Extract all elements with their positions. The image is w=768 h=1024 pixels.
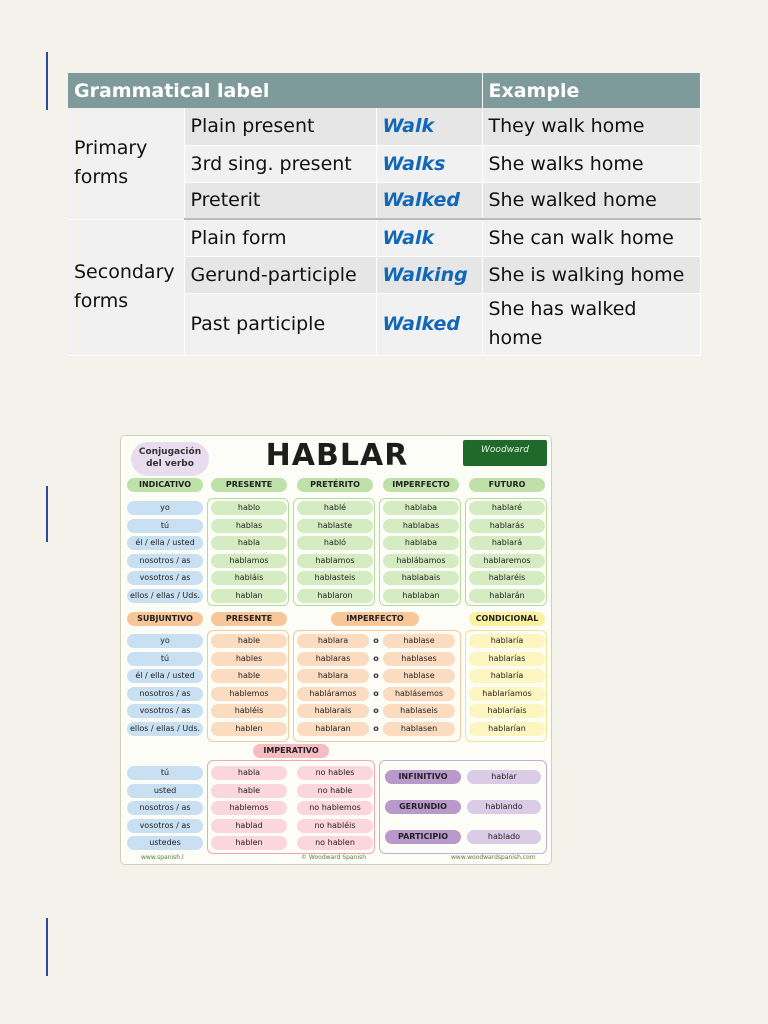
header-imperativo: IMPERATIVO [253,744,329,758]
header-grammatical-label: Grammatical label [68,73,482,108]
subjuntivo-imperfecto-se-cell: hablase [383,669,455,683]
indicativo-pronouns-cell: ellos / ellas / Uds. [127,589,203,603]
indicativo-futuro-cell: hablaréis [469,571,545,585]
subjuntivo-presente-cell: hablemos [211,687,287,701]
subjuntivo-imperfecto-ra-cell: hablara [297,669,369,683]
indicativo-presente-cell: habláis [211,571,287,585]
example-sentence: She can walk home [482,219,700,256]
condicional-cell: hablarían [469,722,545,736]
example-word: Walk [376,108,482,145]
subjuntivo-imperfecto-se-cell: hablásemos [383,687,455,701]
header-example: Example [482,73,700,108]
margin-bar-top [46,52,48,110]
indicativo-presente-cell: hablamos [211,554,287,568]
subjuntivo-presente-cell: habléis [211,704,287,718]
example-sentence: She walked home [482,182,700,219]
indicativo-pronouns-cell: él / ella / usted [127,536,203,550]
imperativo-affirmative-cell: hablad [211,819,287,833]
conjugation-poster [120,435,552,865]
indicativo-preterito-cell: hablé [297,501,373,515]
indicativo-presente-cell: habla [211,536,287,550]
imperativo-affirmative-cell: hable [211,784,287,798]
condicional-cell: hablarías [469,652,545,666]
form-value-infinitivo: hablar [467,770,541,784]
subjuntivo-imperfecto-ra-cell: hablarais [297,704,369,718]
o-separator: o [373,706,379,715]
example-word: Walking [376,256,482,293]
header-condicional: CONDICIONAL [469,612,545,626]
condicional-cell: hablaría [469,669,545,683]
form-label-gerundio: GERUNDIO [385,800,461,814]
example-sentence: She is walking home [482,256,700,293]
table-row [68,219,700,256]
group-primary-forms: Primary forms [68,108,184,219]
imperativo-pronoun-cell: ustedes [127,836,203,850]
imperativo-pronoun-cell: usted [127,784,203,798]
indicativo-preterito-cell: hablaste [297,519,373,533]
header-subjuntivo: SUBJUNTIVO [127,612,203,626]
subjuntivo-presente-cell: hables [211,652,287,666]
indicativo-pronouns-cell: tú [127,519,203,533]
imperativo-pronoun-cell: nosotros / as [127,801,203,815]
imperativo-affirmative-cell: hablemos [211,801,287,815]
subjuntivo-presente-cell: hable [211,669,287,683]
example-sentence: She walks home [482,145,700,182]
imperativo-affirmative-cell: hablen [211,836,287,850]
indicativo-pronouns-cell: vosotros / as [127,571,203,585]
form-value-gerundio: hablando [467,800,541,814]
table-row [68,108,700,145]
header-presente: PRESENTE [211,478,287,492]
poster-title: HABLAR [265,438,409,473]
form-label-infinitivo: INFINITIVO [385,770,461,784]
example-word: Walked [376,293,482,355]
indicativo-imperfecto-cell: hablabas [383,519,459,533]
subjuntivo-imperfecto-ra-cell: habláramos [297,687,369,701]
indicativo-pronouns-cell: yo [127,501,203,515]
o-separator: o [373,653,379,663]
subjuntivo-pronoun-cell: yo [127,634,203,648]
subjuntivo-imperfecto-se-cell: hablase [383,634,455,648]
indicativo-pronouns-cell: nosotros / as [127,554,203,568]
indicativo-imperfecto-cell: hablabais [383,571,459,585]
indicativo-presente-cell: hablan [211,589,287,603]
imperativo-negative-cell: no habléis [297,819,373,833]
indicativo-futuro-cell: hablaremos [469,554,545,568]
subjuntivo-imperfecto-ra-cell: hablaras [297,652,369,666]
header-futuro: FUTURO [469,478,545,492]
header-imperfecto: IMPERFECTO [383,478,459,492]
form-label: Past participle [184,293,376,355]
imperativo-negative-cell: no hablen [297,836,373,850]
subjuntivo-imperfecto-ra-cell: hablara [297,634,369,648]
imperativo-pronoun-cell: tú [127,766,203,780]
indicativo-futuro-cell: hablarán [469,589,545,603]
subjuntivo-pronoun-cell: ellos / ellas / Uds. [127,722,203,736]
example-word: Walk [376,219,482,256]
header-subj-imperfecto: IMPERFECTO [331,612,419,626]
subjuntivo-presente-cell: hable [211,634,287,648]
header-preterito: PRETÉRITO [297,478,373,492]
example-sentence: She has walked home [482,293,700,355]
subjuntivo-presente-cell: hablen [211,722,287,736]
imperativo-affirmative-cell: habla [211,766,287,780]
footer-center: © Woodward Spanish [301,854,366,861]
example-word: Walked [376,182,482,219]
margin-bar-middle [46,486,48,542]
subjuntivo-pronoun-cell: vosotros / as [127,704,203,718]
o-separator: o [373,723,379,733]
subjuntivo-imperfecto-se-cell: hablaseis [383,704,455,718]
grammar-table [68,73,701,356]
group-secondary-forms: Secondary forms [68,219,184,355]
form-value-participio: hablado [467,830,541,844]
subjuntivo-pronoun-cell: tú [127,652,203,666]
example-word: Walks [376,145,482,182]
indicativo-imperfecto-cell: hablábamos [383,554,459,568]
o-separator: o [373,636,379,645]
indicativo-presente-cell: hablo [211,501,287,515]
example-sentence: They walk home [482,108,700,145]
grammar-table-header [68,73,700,108]
condicional-cell: hablaríamos [469,687,545,701]
subjuntivo-pronoun-cell: nosotros / as [127,687,203,701]
o-separator: o [373,688,379,698]
imperativo-negative-cell: no hablemos [297,801,373,815]
subjuntivo-pronoun-cell: él / ella / usted [127,669,203,683]
imperativo-negative-cell: no hable [297,784,373,798]
indicativo-preterito-cell: hablaron [297,589,373,603]
indicativo-futuro-cell: hablarás [469,519,545,533]
condicional-cell: hablaríais [469,704,545,718]
poster-badge: Conjugación del verbo [131,442,209,476]
indicativo-preterito-cell: habló [297,536,373,550]
header-subj-presente: PRESENTE [211,612,287,626]
indicativo-futuro-cell: hablará [469,536,545,550]
subjuntivo-imperfecto-ra-cell: hablaran [297,722,369,736]
header-indicativo: INDICATIVO [127,478,203,492]
indicativo-imperfecto-cell: hablaban [383,589,459,603]
form-label: Preterit [184,182,376,219]
indicativo-presente-cell: hablas [211,519,287,533]
subjuntivo-imperfecto-se-cell: hablases [383,652,455,666]
indicativo-futuro-cell: hablaré [469,501,545,515]
indicativo-preterito-cell: hablasteis [297,571,373,585]
imperativo-pronoun-cell: vosotros / as [127,819,203,833]
woodward-logo: Woodward [463,440,547,466]
o-separator: o [373,671,379,680]
condicional-cell: hablaría [469,634,545,648]
footer-left: www.spanish.l [141,854,184,861]
form-label: Plain present [184,108,376,145]
form-label-participio: PARTICIPIO [385,830,461,844]
indicativo-preterito-cell: hablamos [297,554,373,568]
margin-bar-bottom [46,918,48,976]
indicativo-imperfecto-cell: hablaba [383,501,459,515]
form-label: 3rd sing. present [184,145,376,182]
form-label: Gerund-participle [184,256,376,293]
indicativo-imperfecto-cell: hablaba [383,536,459,550]
form-label: Plain form [184,219,376,256]
imperativo-negative-cell: no hables [297,766,373,780]
footer-right: www.woodwardspanish.com [451,854,536,861]
subjuntivo-imperfecto-se-cell: hablasen [383,722,455,736]
